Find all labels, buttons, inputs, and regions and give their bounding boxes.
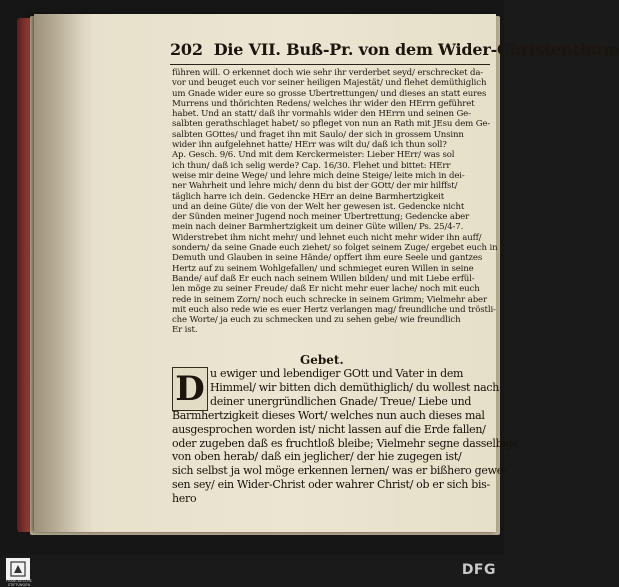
sponsor-logo: DFG [461,562,496,578]
body-line: rede in seinem Zorn/ noch euch schrecke in seinem Grimm; Vielmehr aber [172,294,487,305]
page-header [170,40,619,65]
body-line: Bande/ auf daß Er euch nach seinem Willen bilden/ und mit Liebe erfül- [172,273,475,284]
body-line: len möge zu seiner Freude/ daß Er nicht mehr euer lache/ noch mit euch [172,284,480,295]
body-line: Demuth und Glauben in seine Hände/ opffert ihm eure Seele und gantzes [172,253,483,264]
institution-logo-icon [6,558,30,580]
body-line: habet. Und an statt/ daß ihr vormahls wider den HErrn und seinen Ge- [172,109,471,120]
page-gutter-shadow [34,14,94,532]
body-line: täglich harre ich dein. Gedencke HErr an deine Barmhertzigkeit [172,191,445,202]
prayer-line: sich selbst ja wol möge erkennen lernen/ was er bißhero gewe- [172,464,507,478]
body-line: Hertz auf zu seinem Wohlgefallen/ und schmieget euren Willen in seine [172,263,474,274]
body-line: Widerstrebet ihm nicht mehr/ und lehnet euch nicht mehr wider ihn auff/ [172,232,482,243]
body-line: führen will. O erkennet doch wie sehr ihr verderbet seyd/ erschrecket da- [172,68,484,78]
prayer-line: ausgesprochen worden ist/ nicht lassen auf die Erde fallen/ [172,422,486,436]
running-title: Die VII. Buß-Pr. von dem Wider-Christenthum [213,40,619,59]
body-line: ner Wahrheit und lehre mich/ denn du bist der GOtt/ der mir hilffst/ [172,181,458,192]
body-line: vor und beuget euch vor seiner heiligen Majestät/ und flehet demüthiglich [172,78,487,89]
body-line: salbten gerathschlaget habet/ so pfleget von nun an Rath mit JEsu dem Ge- [172,119,491,130]
body-line: und an deine Güte/ die von der Welt her gewesen ist. Gedencke nicht [172,201,465,212]
body-line: mit euch also rede wie es euer Hertz verlangen mag/ freundliche und tröstli- [172,304,496,315]
drop-cap: D [172,367,208,411]
body-line: um Gnade wider eure so grosse Ubertrettungen/ und dieses an statt eures [172,88,487,99]
body-line: che Worte/ ja euch zu schmecken und zu sehen gebe/ wie freundlich [172,315,461,326]
body-line: weise mir deine Wege/ und lehre mich deine Steige/ leite mich in dei- [172,170,465,181]
body-line: sondern/ da seine Gnade euch ziehet/ so folget seinem Zuge/ ergebet euch in [172,243,498,254]
prayer-line: hero [172,492,197,506]
page-number: 202 [170,40,203,59]
institution-logo-text: FRANCKESCHE STIFTUNGEN [6,579,32,587]
body-line: Ap. Gesch. 9/6. Und mit dem Kerckermeister: Lieber HErr/ was sol [172,150,455,161]
prayer-line: u ewiger und lebendiger GOtt und Vater in dem [210,367,464,380]
prayer-heading: Gebet. [300,353,344,367]
viewer-footer [0,555,504,585]
body-line: ich thun/ daß ich selig werde? Cap. 16/30. Flehet und bittet: HErr [172,160,451,171]
body-line: mein nach deiner Barmhertzigkeit um deiner Güte willen/ Ps. 25/4-7. [172,222,464,233]
prayer-line: von oben herab/ daß ein jeglicher/ der hie zugegen ist/ [172,450,462,464]
body-line: salbten GOttes/ und fraget ihn mit Saulo/ der sich in grossem Unsinn [172,129,464,140]
prayer-line: deiner unergründlichen Gnade/ Treue/ Liebe und [210,394,472,408]
prayer-line: oder zugeben daß es fruchtloß bleibe; Vielmehr segne dasselbige [172,436,519,450]
body-text [172,68,498,336]
body-line: wider ihn aufgelehnet hatte/ HErr was wilt du/ daß ich thun soll? [172,140,447,151]
body-line: der Sünden meiner Jugend noch meiner Ubertrettung; Gedencke aber [172,212,470,223]
body-line: Er ist. [172,325,198,336]
prayer-text [172,367,519,506]
body-line: Murrens und thörichten Redens/ welches ihr wider den HErrn geführet [172,98,475,109]
prayer-line: sen sey/ ein Wider-Christ oder wahrer Christ/ ob er sich bis- [172,478,490,492]
prayer-line: Himmel/ wir bitten dich demüthiglich/ du wollest nach [210,380,500,394]
prayer-line: Barmhertzigkeit dieses Wort/ welches nun auch dieses mal [172,408,485,422]
